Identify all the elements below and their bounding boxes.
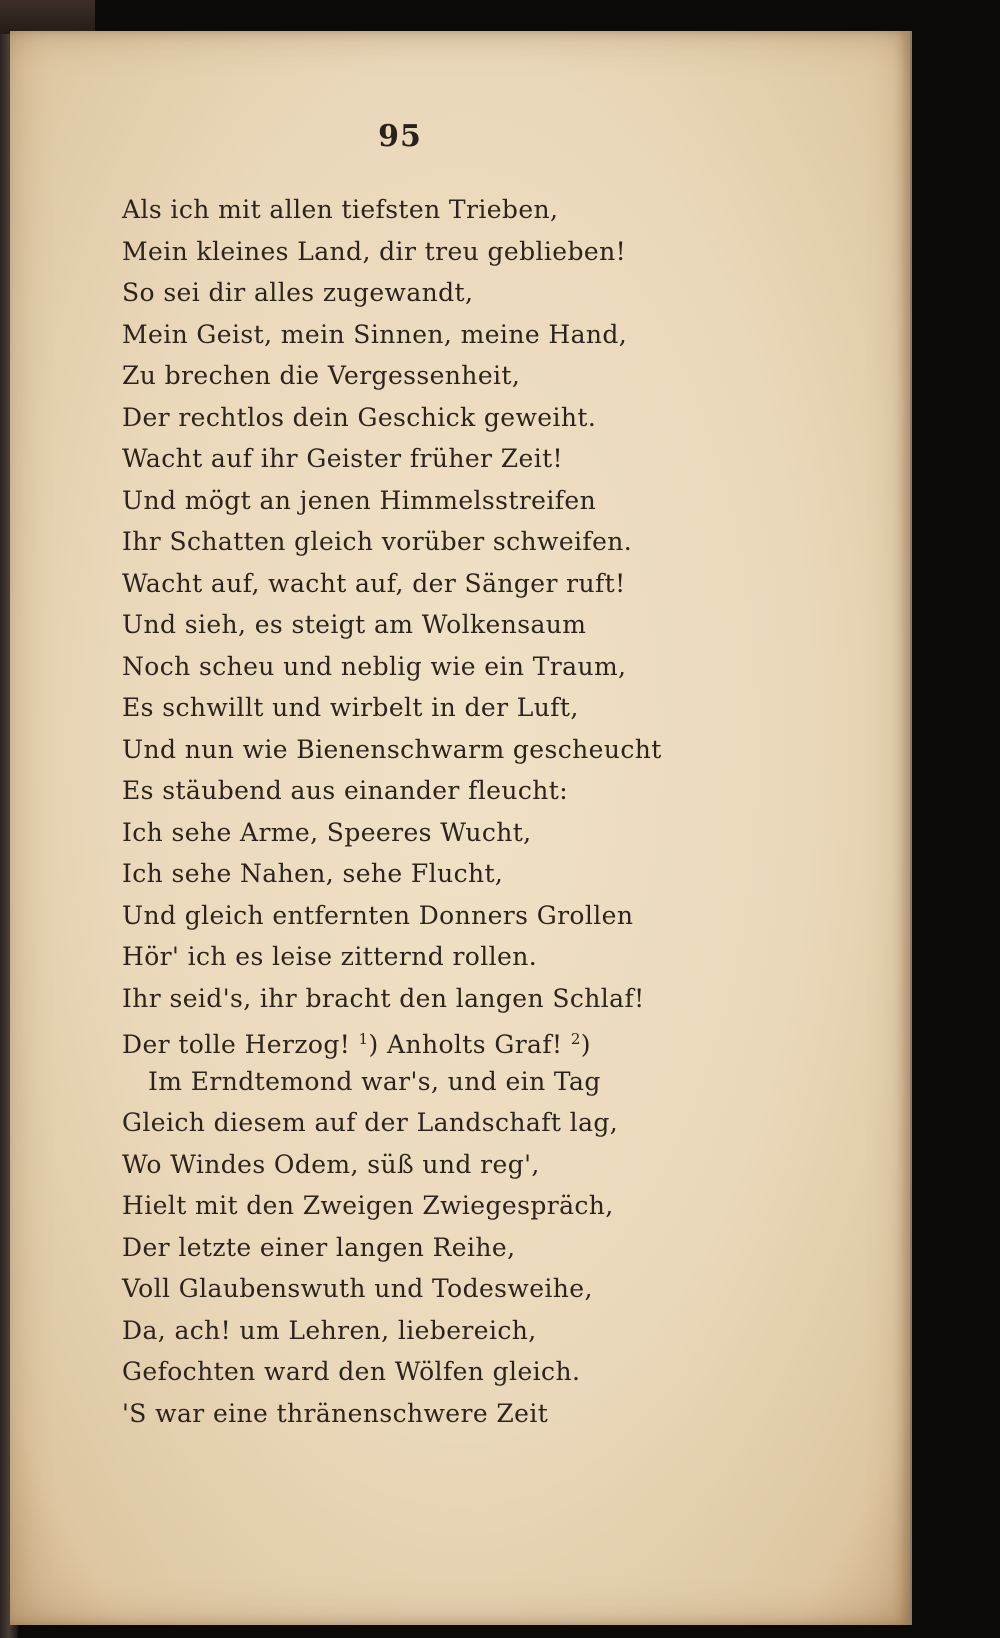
poem-line-text: Der tolle Herzog!	[122, 1030, 359, 1059]
poem-line-text: )	[580, 1030, 591, 1059]
poem-line: Zu brechen die Vergessenheit,	[122, 361, 521, 390]
poem-line: Gleich diesem auf der Landschaft lag,	[122, 1108, 619, 1137]
poem-line: Ich sehe Arme, Speeres Wucht,	[122, 817, 532, 847]
poem-line: Hör' ich es leise zitternd rollen.	[122, 942, 538, 971]
poem-line-text: ) Anholts Graf!	[368, 1030, 571, 1059]
poem-line: Als ich mit allen tiefsten Trieben,	[122, 195, 559, 224]
poem-line: Und gleich entfernten Donners Grollen	[122, 900, 634, 930]
poem-line: Ihr seid's, ihr bracht den langen Schlaf!	[122, 983, 645, 1013]
poem-line	[122, 1019, 662, 1061]
poem-line: Hielt mit den Zweigen Zwiegespräch,	[122, 1191, 614, 1220]
spine-shadow	[0, 0, 95, 34]
poem-line: Der rechtlos dein Geschick geweiht.	[122, 402, 597, 432]
poem-line: Gefochten ward den Wölfen gleich.	[122, 1357, 581, 1386]
poem-line: Noch scheu und neblig wie ein Traum,	[122, 651, 627, 681]
poem-line: Wacht auf ihr Geister früher Zeit!	[122, 444, 564, 473]
poem-line: Im Erndtemond war's, und ein Tag	[148, 1066, 601, 1096]
poem-line: Wo Windes Odem, süß und reg',	[122, 1149, 540, 1179]
footnote-marker: 1	[358, 1030, 369, 1048]
poem-line: Voll Glaubenswuth und Todesweihe,	[122, 1274, 593, 1303]
footnote-marker: 2	[570, 1030, 581, 1048]
page-number: 95	[378, 119, 422, 154]
poem-line: Und sieh, es steigt am Wolkensaum	[122, 610, 587, 639]
poem-line: Und nun wie Bienenschwarm gescheucht	[122, 734, 662, 764]
poem-text	[122, 189, 662, 1434]
poem-line: So sei dir alles zugewandt,	[122, 278, 474, 307]
book-page	[10, 31, 912, 1625]
poem-line: 'S war eine thränenschwere Zeit	[122, 1398, 549, 1428]
poem-line: Mein Geist, mein Sinnen, meine Hand,	[122, 319, 628, 349]
poem-line: Ich sehe Nahen, sehe Flucht,	[122, 859, 504, 888]
poem-line: Mein kleines Land, dir treu geblieben!	[122, 236, 627, 266]
poem-line: Und mögt an jenen Himmelsstreifen	[122, 485, 597, 515]
poem-line: Es stäubend aus einander fleucht:	[122, 776, 569, 805]
poem-line: Der letzte einer langen Reihe,	[122, 1232, 516, 1262]
poem-line: Da, ach! um Lehren, liebereich,	[122, 1315, 537, 1345]
poem-line: Wacht auf, wacht auf, der Sänger ruft!	[122, 568, 626, 598]
poem-line: Es schwillt und wirbelt in der Luft,	[122, 693, 579, 722]
poem-line: Ihr Schatten gleich vorüber schweifen.	[122, 527, 633, 556]
